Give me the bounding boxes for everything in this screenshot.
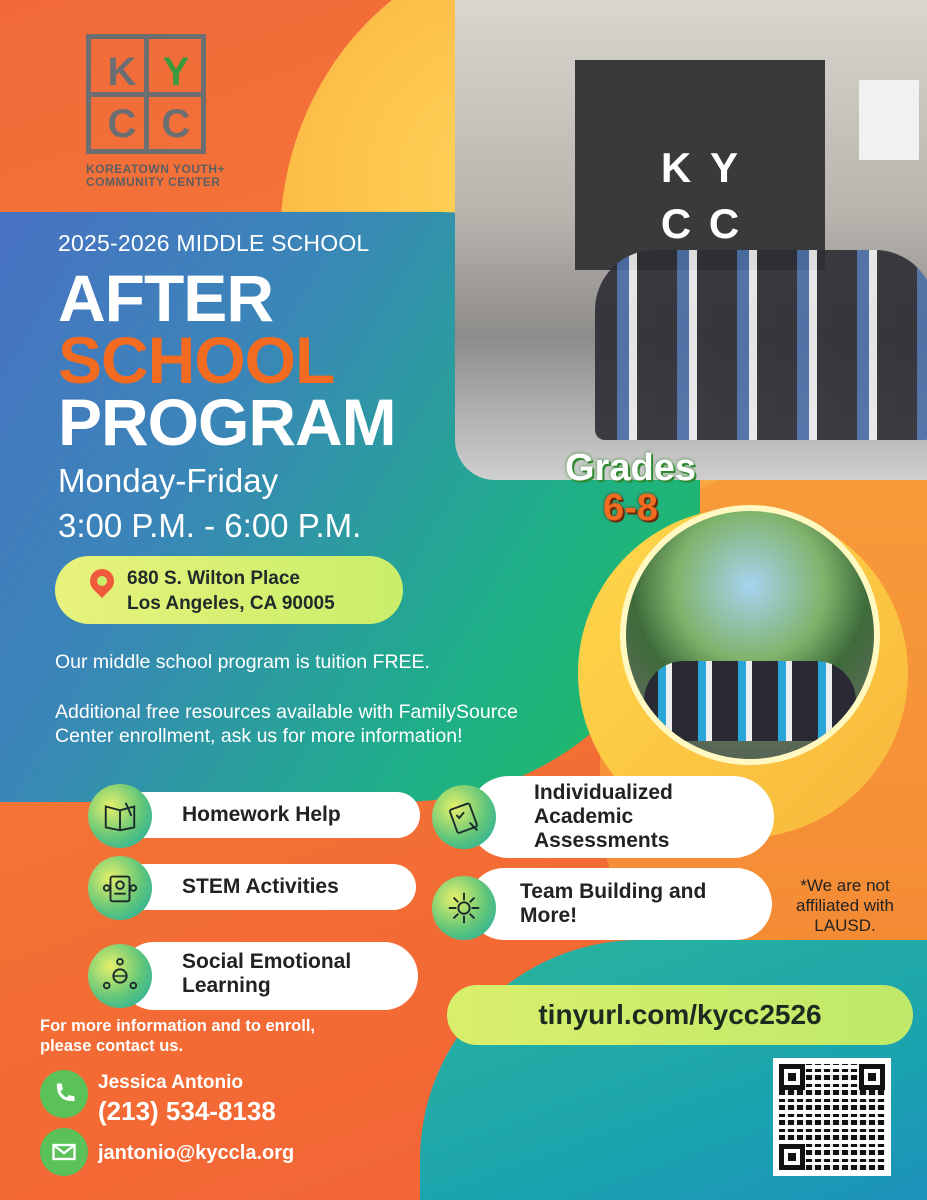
lausd-disclaimer: *We are not affiliated with LAUSD. [796,876,894,935]
org-name-line2: COMMUNITY CENTER [86,175,221,189]
hands-icon [432,876,496,940]
outdoor-student-group [644,661,856,741]
enroll-url-pill[interactable] [447,985,913,1045]
address-line1: 680 S. Wilton Place [127,568,301,589]
org-name-line1: KOREATOWN YOUTH+ [86,162,226,176]
address-pill [55,556,403,624]
building-sign [859,80,919,160]
feature-social-emotional-learning [120,942,418,1010]
logo-letter-c2: C [161,102,191,146]
contact-phone[interactable]: (213) 534-8138 [98,1096,276,1126]
title-after: AFTER [58,261,273,335]
title-school: SCHOOL [58,323,335,397]
group-photo-outdoor [620,505,880,765]
feature-label: Social Emotional Learning [182,950,352,997]
feature-label: Team Building and More! [520,880,707,927]
tuition-text: Our middle school program is tuition FREE. [55,651,430,673]
feature-label: Homework Help [182,803,341,826]
feature-label: STEM Activities [182,875,339,898]
contact-heading [40,1016,315,1056]
grades-label: Grades [565,447,696,489]
book-icon [88,784,152,848]
contact-name: Jessica Antonio [98,1072,244,1093]
email-icon [40,1128,88,1176]
org-name [86,163,225,189]
network-icon [88,944,152,1008]
enroll-url[interactable]: tinyurl.com/kycc2526 [538,999,822,1030]
assessment-icon [432,785,496,849]
student-group [595,250,927,440]
feature-team-building [468,868,772,940]
contact-email[interactable]: jantonio@kyccla.org [98,1142,295,1164]
feature-homework-help [120,792,420,838]
contact-heading-line1: For more information and to enroll, [40,1017,316,1035]
address-line2: Los Angeles, CA 90005 [127,593,335,614]
grades-range: 6-8 [603,487,658,529]
schedule-days: Monday-Friday [58,462,279,499]
feature-assessments [468,776,774,858]
logo-letter-y: Y [162,50,190,94]
kycc-logo [86,34,206,154]
schedule-hours: 3:00 P.M. - 6:00 P.M. [58,507,362,544]
resources-text: Additional free resources available with FamilySource Center enrollment, ask us for more information! [55,701,518,747]
program-year-subtitle: 2025-2026 MIDDLE SCHOOL [58,230,370,256]
location-pin-icon [85,564,119,598]
logo-letter-c1: C [107,102,137,146]
stem-icon [88,856,152,920]
contact-heading-line2: please contact us. [40,1037,184,1055]
feature-stem-activities [120,864,416,910]
door-logo: K Y C C [660,144,740,247]
title-program: PROGRAM [58,385,396,459]
phone-icon [40,1070,88,1118]
feature-label: Individualized Academic Assessments [534,781,673,852]
logo-letter-k: K [107,50,137,94]
qr-code[interactable] [773,1058,891,1176]
group-photo-building [455,0,927,480]
